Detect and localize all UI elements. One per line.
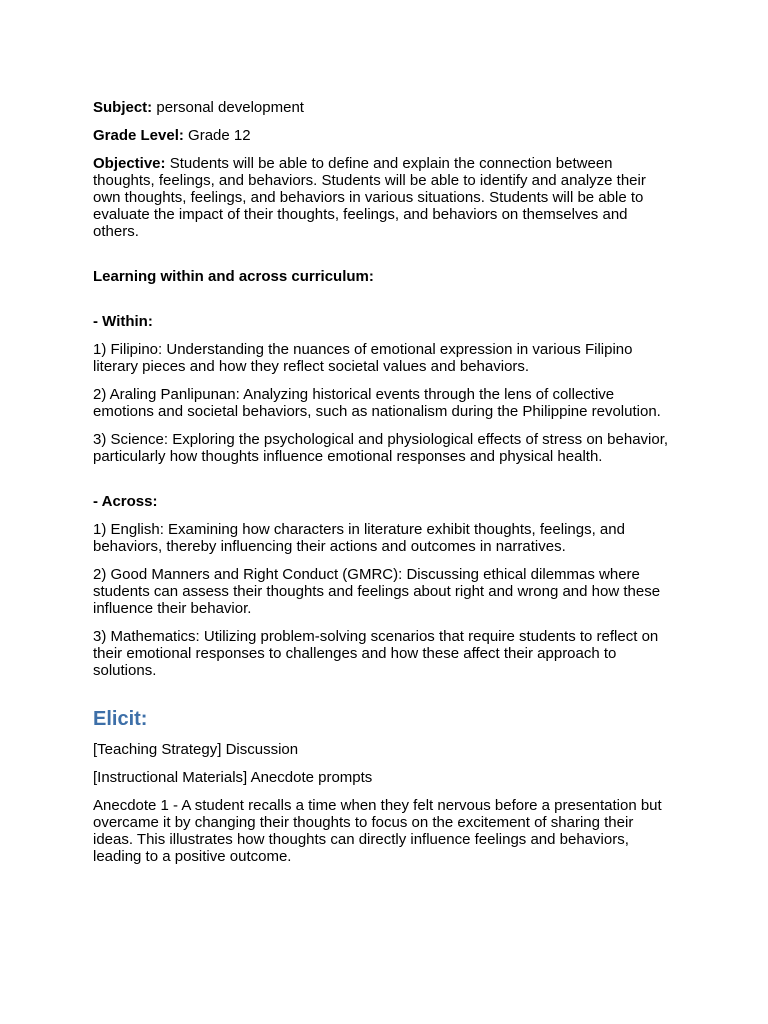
within-item: 1) Filipino: Understanding the nuances of emotional expression in various Filipino literary pieces and how they reflect societal values and behaviors.	[93, 341, 633, 375]
objective-paragraph	[93, 155, 673, 240]
across-item: 1) English: Examining how characters in literature exhibit thoughts, feelings, and behaviors, thereby influencing their actions and outcomes in narratives.	[93, 521, 625, 555]
within-title: - Within:	[93, 313, 153, 330]
elicit-heading: Elicit:	[93, 708, 148, 730]
subject-label: Subject:	[93, 99, 153, 116]
within-item: 3) Science: Exploring the psychological and physiological effects of stress on behavior, particularly how thoughts influence emotional responses and physical health.	[93, 431, 669, 465]
anecdote-paragraph: Anecdote 1 - A student recalls a time when they felt nervous before a presentation but overcame it by changing their thoughts to focus on the excitement of sharing their ideas. This illustrates how thoughts can directly influence feelings and behaviors, leading to a positive outcome.	[93, 797, 662, 865]
across-item: 3) Mathematics: Utilizing problem-solving scenarios that require students to reflect on their emotional responses to challenges and how these affect their approach to solutions.	[93, 628, 659, 679]
objective-text: Students will be able to define and explain the connection between thoughts, feelings, and behaviors. Students will be able to identify and analyze their own thoughts, feelings, and behaviors in various situations. Students will be able to evaluate the impact of their thoughts, feelings, and behaviors on themselves and others.	[93, 155, 646, 240]
subject-value: personal development	[152, 99, 304, 116]
grade-level-label: Grade Level:	[93, 127, 184, 144]
instructional-materials: [Instructional Materials] Anecdote prompts	[93, 769, 373, 786]
across-item: 2) Good Manners and Right Conduct (GMRC): Discussing ethical dilemmas where students can assess their thoughts and feelings about right and wrong and how these influence their behavior.	[93, 566, 661, 617]
lesson-plan-page	[93, 99, 673, 876]
objective-label: Objective:	[93, 155, 166, 172]
within-item: 2) Araling Panlipunan: Analyzing historical events through the lens of collective emotions and societal behaviors, such as nationalism during the Philippine revolution.	[93, 386, 661, 420]
teaching-strategy: [Teaching Strategy] Discussion	[93, 741, 299, 758]
across-title: - Across:	[93, 493, 158, 510]
grade-level-value: Grade 12	[183, 127, 251, 144]
curriculum-title: Learning within and across curriculum:	[93, 268, 374, 285]
subject-line	[93, 99, 673, 116]
grade-level-line	[93, 127, 673, 144]
